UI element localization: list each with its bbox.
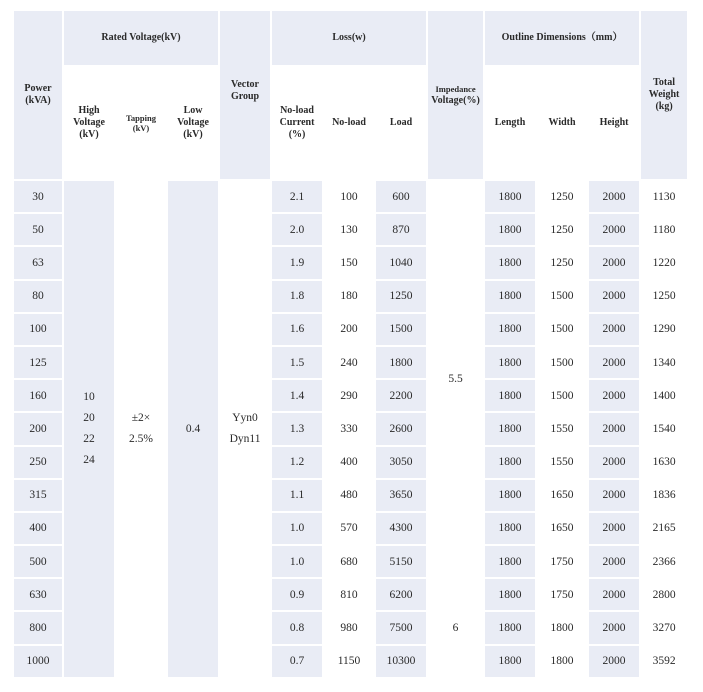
- high-voltage-value-line: 24: [83, 453, 95, 466]
- header-tapping-line1: Tapping: [126, 113, 156, 123]
- header-impedance-line1: Impedance: [435, 84, 476, 94]
- noload-loss-cell: 290: [324, 380, 374, 411]
- power-cell: 315: [14, 480, 62, 511]
- high-voltage-value-line: 22: [83, 432, 95, 445]
- header-noload-current-line3: (%): [288, 129, 306, 140]
- vector-group-merged-cell: [220, 181, 270, 677]
- power-cell: 160: [14, 380, 62, 411]
- height-cell: 2000: [589, 247, 639, 278]
- load-loss-cell: 2200: [376, 380, 426, 411]
- noload-loss-cell: 130: [324, 214, 374, 245]
- noload-current-cell: 1.3: [272, 413, 322, 444]
- header-outline-dimensions: Outline Dimensions（mm）: [485, 11, 639, 65]
- load-loss-cell: 870: [376, 214, 426, 245]
- total-weight-cell: 1250: [641, 281, 687, 312]
- height-cell: 2000: [589, 281, 639, 312]
- width-cell: 1550: [537, 447, 587, 478]
- noload-current-cell: 1.0: [272, 546, 322, 577]
- noload-loss-cell: 480: [324, 480, 374, 511]
- load-loss-cell: 10300: [376, 646, 426, 677]
- width-cell: 1750: [537, 579, 587, 610]
- noload-loss-cell: 180: [324, 281, 374, 312]
- power-cell: 630: [14, 579, 62, 610]
- power-cell: 1000: [14, 646, 62, 677]
- tapping-merged-cell: [116, 181, 166, 677]
- width-cell: 1500: [537, 314, 587, 345]
- header-noload-current-line2: Current: [279, 117, 315, 128]
- noload-loss-cell: 980: [324, 612, 374, 643]
- width-cell: 1250: [537, 181, 587, 212]
- length-cell: 1800: [485, 447, 535, 478]
- width-cell: 1250: [537, 214, 587, 245]
- width-cell: 1500: [537, 281, 587, 312]
- noload-current-cell: 2.0: [272, 214, 322, 245]
- noload-current-cell: 1.4: [272, 380, 322, 411]
- length-cell: 1800: [485, 247, 535, 278]
- total-weight-cell: 1400: [641, 380, 687, 411]
- high-voltage-value-line: 10: [83, 390, 95, 403]
- length-cell: 1800: [485, 380, 535, 411]
- total-weight-cell: 3270: [641, 612, 687, 643]
- load-loss-cell: 5150: [376, 546, 426, 577]
- load-loss-cell: 2600: [376, 413, 426, 444]
- header-total-weight-line2: Weight: [648, 89, 680, 100]
- noload-current-cell: 1.0: [272, 513, 322, 544]
- header-high-voltage-line3: (kV): [79, 129, 99, 140]
- noload-loss-cell: 400: [324, 447, 374, 478]
- header-rated-voltage: Rated Voltage(kV): [64, 11, 218, 65]
- load-loss-cell: 1040: [376, 247, 426, 278]
- width-cell: 1800: [537, 646, 587, 677]
- width-cell: 1500: [537, 380, 587, 411]
- power-cell: 80: [14, 281, 62, 312]
- load-loss-cell: 6200: [376, 579, 426, 610]
- noload-loss-cell: 240: [324, 347, 374, 378]
- table-row: [14, 214, 687, 245]
- impedance-merged-cell: 5.5: [428, 181, 483, 577]
- noload-current-cell: 1.5: [272, 347, 322, 378]
- table-row: [14, 247, 687, 278]
- noload-loss-cell: 150: [324, 247, 374, 278]
- header-vector-group-line2: Group: [230, 91, 260, 102]
- noload-current-cell: 1.1: [272, 480, 322, 511]
- header-vector-group-line1: Vector: [231, 79, 259, 90]
- noload-current-cell: 1.6: [272, 314, 322, 345]
- high-voltage-value-line: 20: [83, 411, 95, 424]
- high-voltage-merged-cell: [64, 181, 114, 677]
- header-noload-current-line1: No-load: [280, 105, 314, 116]
- height-cell: 2000: [589, 513, 639, 544]
- power-cell: 125: [14, 347, 62, 378]
- noload-current-cell: 1.9: [272, 247, 322, 278]
- header-loss: Loss(w): [272, 11, 426, 65]
- length-cell: 1800: [485, 281, 535, 312]
- power-cell: 63: [14, 247, 62, 278]
- length-cell: 1800: [485, 480, 535, 511]
- noload-current-cell: 0.9: [272, 579, 322, 610]
- height-cell: 2000: [589, 612, 639, 643]
- table-row: [14, 281, 687, 312]
- power-cell: 200: [14, 413, 62, 444]
- table-row: [14, 314, 687, 345]
- total-weight-cell: 1540: [641, 413, 687, 444]
- header-vector-group: [220, 11, 270, 179]
- power-cell: 30: [14, 181, 62, 212]
- height-cell: 2000: [589, 413, 639, 444]
- noload-current-cell: 1.8: [272, 281, 322, 312]
- noload-current-cell: 0.7: [272, 646, 322, 677]
- load-loss-cell: 1250: [376, 281, 426, 312]
- header-tapping: [116, 67, 166, 179]
- total-weight-cell: 1630: [641, 447, 687, 478]
- height-cell: 2000: [589, 480, 639, 511]
- power-cell: 800: [14, 612, 62, 643]
- height-cell: 2000: [589, 579, 639, 610]
- width-cell: 1750: [537, 546, 587, 577]
- length-cell: 1800: [485, 314, 535, 345]
- table-row: [14, 181, 687, 212]
- vector-group-value-line: Dyn11: [229, 432, 261, 445]
- header-width: Width: [537, 67, 587, 179]
- header-total-weight: [641, 11, 687, 179]
- transformer-spec-table: [12, 9, 689, 679]
- header-high-voltage-line2: Voltage: [73, 117, 105, 128]
- header-height: Height: [589, 67, 639, 179]
- table-row: [14, 546, 687, 577]
- header-power-line1: Power: [24, 83, 52, 94]
- length-cell: 1800: [485, 612, 535, 643]
- load-loss-cell: 7500: [376, 612, 426, 643]
- height-cell: 2000: [589, 214, 639, 245]
- table-row: [14, 380, 687, 411]
- low-voltage-merged-cell: 0.4: [168, 181, 218, 677]
- noload-loss-cell: 100: [324, 181, 374, 212]
- total-weight-cell: 2366: [641, 546, 687, 577]
- total-weight-cell: 1130: [641, 181, 687, 212]
- load-loss-cell: 1800: [376, 347, 426, 378]
- noload-loss-cell: 330: [324, 413, 374, 444]
- tapping-value-line: 2.5%: [129, 432, 153, 445]
- height-cell: 2000: [589, 447, 639, 478]
- table-row: [14, 347, 687, 378]
- header-load-loss: Load: [376, 67, 426, 179]
- noload-current-cell: 0.8: [272, 612, 322, 643]
- width-cell: 1650: [537, 480, 587, 511]
- load-loss-cell: 1500: [376, 314, 426, 345]
- length-cell: 1800: [485, 181, 535, 212]
- header-impedance: [428, 11, 483, 179]
- table-row: [14, 579, 687, 610]
- table-row: [14, 413, 687, 444]
- total-weight-cell: 1180: [641, 214, 687, 245]
- length-cell: 1800: [485, 413, 535, 444]
- header-power: [14, 11, 62, 179]
- noload-current-cell: 1.2: [272, 447, 322, 478]
- power-cell: 100: [14, 314, 62, 345]
- table-row: [14, 480, 687, 511]
- length-cell: 1800: [485, 347, 535, 378]
- header-total-weight-line1: Total: [653, 77, 675, 88]
- header-low-voltage-line1: Low: [183, 105, 203, 116]
- power-cell: 500: [14, 546, 62, 577]
- height-cell: 2000: [589, 181, 639, 212]
- total-weight-cell: 1290: [641, 314, 687, 345]
- noload-current-cell: 2.1: [272, 181, 322, 212]
- vector-group-value-line: Yyn0: [232, 411, 258, 424]
- header-low-voltage: [168, 67, 218, 179]
- length-cell: 1800: [485, 513, 535, 544]
- total-weight-cell: 1340: [641, 347, 687, 378]
- power-cell: 50: [14, 214, 62, 245]
- header-power-line2: (kVA): [25, 95, 51, 106]
- header-impedance-line2: Voltage(%): [431, 95, 480, 106]
- height-cell: 2000: [589, 646, 639, 677]
- noload-loss-cell: 810: [324, 579, 374, 610]
- header-high-voltage: [64, 67, 114, 179]
- width-cell: 1250: [537, 247, 587, 278]
- noload-loss-cell: 680: [324, 546, 374, 577]
- length-cell: 1800: [485, 646, 535, 677]
- header-noload-current: [272, 67, 322, 179]
- total-weight-cell: 2165: [641, 513, 687, 544]
- height-cell: 2000: [589, 380, 639, 411]
- header-noload-loss: No-load: [324, 67, 374, 179]
- table-row: [14, 447, 687, 478]
- total-weight-cell: 2800: [641, 579, 687, 610]
- header-high-voltage-line1: High: [78, 105, 100, 116]
- load-loss-cell: 3650: [376, 480, 426, 511]
- length-cell: 1800: [485, 214, 535, 245]
- header-length: Length: [485, 67, 535, 179]
- table-header: [14, 11, 687, 179]
- table-row: [14, 513, 687, 544]
- load-loss-cell: 3050: [376, 447, 426, 478]
- height-cell: 2000: [589, 347, 639, 378]
- header-tapping-line2: (kV): [132, 123, 150, 133]
- width-cell: 1800: [537, 612, 587, 643]
- load-loss-cell: 4300: [376, 513, 426, 544]
- height-cell: 2000: [589, 314, 639, 345]
- header-low-voltage-line2: Voltage: [177, 117, 209, 128]
- noload-loss-cell: 200: [324, 314, 374, 345]
- length-cell: 1800: [485, 546, 535, 577]
- width-cell: 1650: [537, 513, 587, 544]
- length-cell: 1800: [485, 579, 535, 610]
- power-cell: 400: [14, 513, 62, 544]
- table-body: [14, 181, 687, 677]
- impedance-merged-cell: 6: [428, 579, 483, 677]
- total-weight-cell: 1220: [641, 247, 687, 278]
- table-row: [14, 646, 687, 677]
- header-low-voltage-line3: (kV): [183, 129, 203, 140]
- total-weight-cell: 3592: [641, 646, 687, 677]
- height-cell: 2000: [589, 546, 639, 577]
- load-loss-cell: 600: [376, 181, 426, 212]
- table-row: [14, 612, 687, 643]
- header-total-weight-line3: (kg): [655, 101, 673, 112]
- noload-loss-cell: 1150: [324, 646, 374, 677]
- width-cell: 1550: [537, 413, 587, 444]
- noload-loss-cell: 570: [324, 513, 374, 544]
- tapping-value-line: ±2×: [131, 411, 151, 424]
- total-weight-cell: 1836: [641, 480, 687, 511]
- width-cell: 1500: [537, 347, 587, 378]
- power-cell: 250: [14, 447, 62, 478]
